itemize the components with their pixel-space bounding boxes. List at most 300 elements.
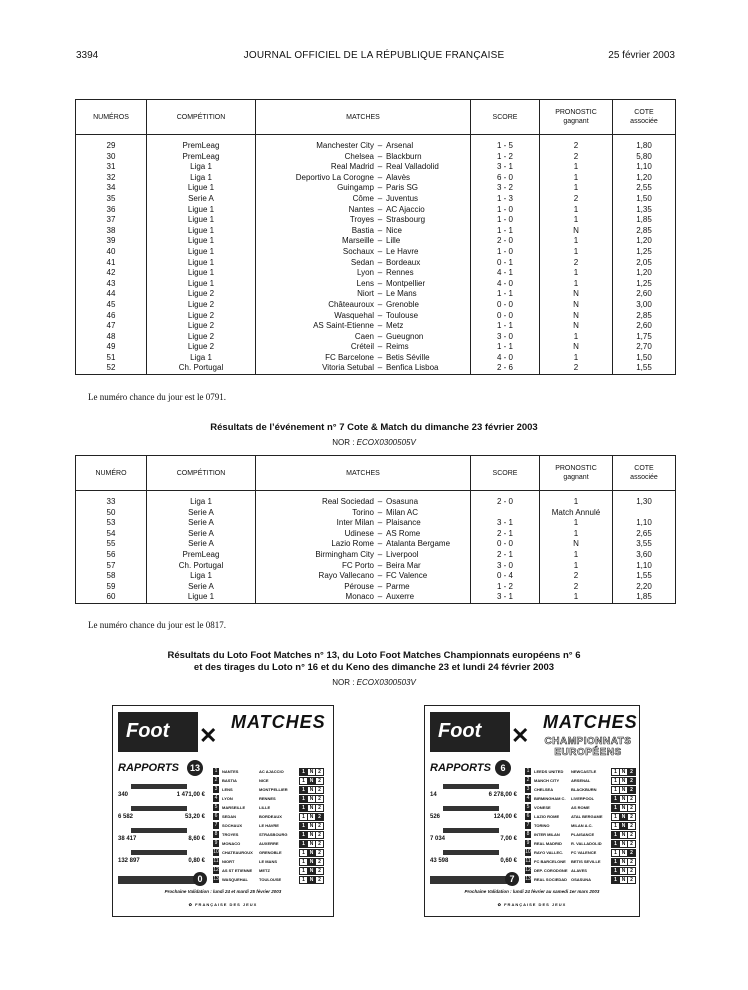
cell-number: 54 — [76, 529, 147, 540]
pick-box — [299, 858, 325, 865]
pick-cell-2: 2 — [315, 831, 324, 839]
cell-competition: Liga 1 — [147, 162, 256, 173]
rapports-label: RAPPORTS — [430, 762, 491, 774]
x-mark-icon: ✕ — [199, 723, 218, 748]
payout-bar — [131, 850, 187, 855]
cell-home-team: FC Porto — [256, 561, 375, 572]
payout-amount: 1 471,00 € — [176, 792, 205, 798]
cell-cote — [613, 508, 676, 519]
payout-amount: 0,80 € — [188, 858, 205, 864]
draw-pill — [118, 876, 196, 884]
cell-separator: – — [377, 352, 383, 362]
payout-count: 7 034 — [430, 836, 446, 842]
cell-home-team: Caen — [256, 332, 375, 343]
cell-separator: – — [377, 162, 383, 172]
match-home: CHATEAUROUX — [222, 850, 253, 855]
cell-separator: – — [377, 246, 383, 256]
col-header-pronostic: PRONOSTIC gagnant — [540, 100, 613, 135]
cell-competition: Serie A — [147, 529, 256, 540]
cell-away-team: Gueugnon — [386, 332, 471, 343]
match-home: REAL MADRID — [534, 841, 562, 846]
cell-home-team: Real Madrid — [256, 162, 375, 173]
match-number: 7 — [214, 822, 218, 828]
results-table-cote-match — [75, 99, 676, 375]
match-away: R. VALLADOLID — [571, 841, 602, 846]
pick-cell-n: N — [619, 804, 628, 812]
nor-reference: NOR : ECOX0300505V — [332, 438, 416, 447]
cell-score: 4 - 1 — [471, 268, 540, 279]
match-away: NICE — [259, 778, 269, 783]
match-home: TROYES — [222, 832, 239, 837]
match-number: 6 — [214, 813, 218, 819]
cell-separator: – — [377, 581, 383, 591]
cell-cote: 3,00 — [613, 300, 676, 311]
cell-pronostic: 2 — [540, 571, 613, 582]
col-header-cote: COTE associée — [613, 100, 676, 135]
match-away: ATAL BERGAME — [571, 814, 603, 819]
cell-pronostic: 2 — [540, 141, 613, 152]
cell-score: 0 - 0 — [471, 300, 540, 311]
cell-away-team: Grenoble — [386, 300, 471, 311]
cell-home-team: Wasquehal — [256, 311, 375, 322]
cell-away-team: Montpellier — [386, 279, 471, 290]
pick-cell-2: 2 — [627, 867, 636, 875]
cell-separator: – — [377, 204, 383, 214]
cell-cote: 2,85 — [613, 226, 676, 237]
cell-competition: Ligue 2 — [147, 321, 256, 332]
cell-number: 48 — [76, 332, 147, 343]
match-away: MILAN A.C. — [571, 823, 593, 828]
pick-box — [299, 876, 325, 883]
match-number: 5 — [526, 804, 530, 810]
match-home: LAZIO ROME — [534, 814, 560, 819]
cell-competition: Ligue 2 — [147, 300, 256, 311]
cell-competition: Liga 1 — [147, 497, 256, 508]
cell-number: 46 — [76, 311, 147, 322]
cell-number: 34 — [76, 183, 147, 194]
match-number: 8 — [526, 831, 530, 837]
pick-cell-1: 1 — [611, 768, 620, 776]
rapports-label: RAPPORTS — [118, 762, 179, 774]
table-row — [76, 529, 676, 540]
match-away: AS ROME — [571, 805, 590, 810]
match-away: AUXERRE — [259, 841, 279, 846]
payout-bar — [131, 784, 187, 789]
cell-away-team: Reims — [386, 342, 471, 353]
cell-pronostic: 1 — [540, 561, 613, 572]
cell-separator: – — [377, 518, 383, 528]
cell-number: 38 — [76, 226, 147, 237]
match-number: 12 — [213, 867, 219, 873]
cell-competition: Ligue 2 — [147, 311, 256, 322]
payout-count: 6 582 — [118, 814, 134, 820]
table-row — [76, 321, 676, 332]
cell-number: 37 — [76, 215, 147, 226]
cell-cote: 1,10 — [613, 518, 676, 529]
match-home: CHELSEA — [534, 787, 554, 792]
cell-cote: 1,10 — [613, 162, 676, 173]
cell-away-team: Alavès — [386, 173, 471, 184]
table-row — [76, 300, 676, 311]
pick-cell-1: 1 — [611, 786, 620, 794]
cell-score: 3 - 1 — [471, 162, 540, 173]
match-away: ALAVES — [571, 868, 587, 873]
cell-away-team: Le Havre — [386, 247, 471, 258]
table-row — [76, 152, 676, 163]
cell-cote: 1,10 — [613, 561, 676, 572]
cell-separator: – — [377, 289, 383, 299]
pick-box — [611, 858, 637, 865]
draw-pill — [430, 876, 508, 884]
cell-number: 41 — [76, 258, 147, 269]
cell-pronostic: 1 — [540, 162, 613, 173]
cell-score: 1 - 1 — [471, 321, 540, 332]
cell-competition: Ligue 1 — [147, 247, 256, 258]
table-row — [76, 173, 676, 184]
draw-number-badge: 13 — [187, 760, 203, 776]
col-header-score: SCORE — [471, 100, 540, 135]
table-body — [76, 135, 676, 375]
cell-cote: 2,55 — [613, 183, 676, 194]
cell-home-team: Guingamp — [256, 183, 375, 194]
pick-cell-n: N — [307, 867, 316, 875]
cell-away-team: Strasbourg — [386, 215, 471, 226]
cell-home-team: Lyon — [256, 268, 375, 279]
pick-cell-1: 1 — [611, 813, 620, 821]
table-row — [76, 592, 676, 603]
pick-cell-n: N — [307, 795, 316, 803]
cell-pronostic: 1 — [540, 592, 613, 603]
pick-box — [611, 876, 637, 883]
pick-cell-1: 1 — [299, 768, 308, 776]
match-home: SEDAN — [222, 814, 237, 819]
match-away: LIVERPOOL — [571, 796, 595, 801]
pick-cell-1: 1 — [299, 795, 308, 803]
match-number: 11 — [213, 858, 219, 864]
pick-cell-n: N — [619, 849, 628, 857]
cell-separator: – — [377, 571, 383, 581]
match-number: 10 — [213, 849, 219, 855]
cell-pronostic: 2 — [540, 582, 613, 593]
cell-score: 1 - 1 — [471, 342, 540, 353]
match-number: 12 — [525, 867, 531, 873]
cell-separator: – — [377, 342, 383, 352]
cell-away-team: Betis Séville — [386, 353, 471, 364]
cell-cote: 2,60 — [613, 321, 676, 332]
table-row — [76, 183, 676, 194]
cell-pronostic: 1 — [540, 268, 613, 279]
cell-separator: – — [377, 278, 383, 288]
cell-number: 29 — [76, 141, 147, 152]
page-number: 3394 — [76, 50, 99, 61]
match-home: REAL SOCIEDAD — [534, 877, 568, 882]
match-away: TOULOUSE — [259, 877, 282, 882]
payout-bar — [443, 828, 499, 833]
col-header-cote: COTE associée — [613, 456, 676, 491]
cell-home-team: Créteil — [256, 342, 375, 353]
cell-separator: – — [377, 268, 383, 278]
cell-away-team: Blackburn — [386, 152, 471, 163]
cell-number: 55 — [76, 539, 147, 550]
match-number: 2 — [214, 777, 218, 783]
pick-cell-1: 1 — [299, 849, 308, 857]
cell-home-team: Birmingham City — [256, 550, 375, 561]
cell-competition: Serie A — [147, 518, 256, 529]
match-away: MONTPELLIER — [259, 787, 288, 792]
pick-cell-1: 1 — [299, 840, 308, 848]
cell-cote: 3,55 — [613, 539, 676, 550]
cell-home-team: Vitoria Setubal — [256, 363, 375, 374]
pick-cell-2: 2 — [627, 858, 636, 866]
pick-cell-2: 2 — [315, 876, 324, 884]
cell-separator: – — [377, 497, 383, 506]
pick-box — [299, 795, 325, 802]
cell-number: 40 — [76, 247, 147, 258]
fdj-label: ✿ FRANÇAISE DES JEUX — [497, 902, 567, 907]
cell-score: 4 - 0 — [471, 279, 540, 290]
match-home: DEP. CORODGNE — [534, 868, 568, 873]
match-home: BIRMINGHAM C. — [534, 796, 566, 801]
match-home: WASQUEHAL — [222, 877, 248, 882]
cell-cote: 1,25 — [613, 247, 676, 258]
cell-cote: 1,30 — [613, 497, 676, 508]
match-away: NEWCASTLE — [571, 769, 597, 774]
cell-home-team: Chelsea — [256, 152, 375, 163]
cell-competition: Ligue 1 — [147, 183, 256, 194]
cell-cote: 1,50 — [613, 353, 676, 364]
cell-pronostic: 1 — [540, 279, 613, 290]
cell-number: 35 — [76, 194, 147, 205]
section-title-loto-foot-line1: Résultats du Loto Foot Matches n° 13, du Loto Foot Matches Championnats européens n° 6 — [167, 650, 581, 661]
cell-score — [471, 508, 540, 519]
pick-box — [611, 831, 637, 838]
match-number: 9 — [526, 840, 530, 846]
pick-box — [611, 822, 637, 829]
table-row — [76, 497, 676, 508]
cell-separator: – — [377, 321, 383, 331]
cell-home-team: Niort — [256, 289, 375, 300]
cell-score: 1 - 1 — [471, 226, 540, 237]
cell-score: 0 - 1 — [471, 258, 540, 269]
payout-amount: 6 278,00 € — [488, 792, 517, 798]
table-row — [76, 561, 676, 572]
pick-cell-1: 1 — [299, 876, 308, 884]
cell-score: 3 - 0 — [471, 332, 540, 343]
match-home: SOCHAUX — [222, 823, 243, 828]
pick-cell-2: 2 — [627, 804, 636, 812]
cell-cote: 2,20 — [613, 582, 676, 593]
cell-number: 52 — [76, 363, 147, 374]
pick-cell-2: 2 — [627, 831, 636, 839]
section-title-loto-foot-line2: et des tirages du Loto n° 16 et du Keno des dimanche 23 et lundi 24 février 2003 — [193, 662, 555, 673]
pick-cell-2: 2 — [627, 768, 636, 776]
cell-number: 39 — [76, 236, 147, 247]
x-mark-icon: ✕ — [511, 723, 530, 748]
payout-bar — [131, 828, 187, 833]
championnats-europeens-label: CHAMPIONNATS EUROPÉENS — [544, 736, 632, 758]
table-row — [76, 162, 676, 173]
table-row — [76, 258, 676, 269]
table-row — [76, 332, 676, 343]
pick-box — [611, 777, 637, 784]
brand-matches: MATCHES — [231, 712, 326, 732]
pick-box — [299, 849, 325, 856]
cell-cote: 2,65 — [613, 529, 676, 540]
match-away: METZ — [259, 868, 270, 873]
pick-cell-n: N — [619, 831, 628, 839]
match-home: LYON — [222, 796, 233, 801]
cell-score: 2 - 6 — [471, 363, 540, 374]
cell-pronostic: 1 — [540, 205, 613, 216]
cell-separator: – — [377, 141, 383, 150]
cell-pronostic: 1 — [540, 236, 613, 247]
pick-box — [299, 768, 325, 775]
cell-cote: 2,05 — [613, 258, 676, 269]
pick-box — [299, 831, 325, 838]
table-row — [76, 141, 676, 152]
cell-pronostic: N — [540, 300, 613, 311]
pick-cell-n: N — [307, 831, 316, 839]
table-row — [76, 550, 676, 561]
match-home: INTER MILAN — [534, 832, 560, 837]
cell-away-team: Juventus — [386, 194, 471, 205]
payout-bar — [443, 784, 499, 789]
table-row — [76, 205, 676, 216]
pick-cell-n: N — [619, 795, 628, 803]
match-home: AS ST ETIENNE — [222, 868, 253, 873]
table-row — [76, 582, 676, 593]
cell-score: 0 - 0 — [471, 311, 540, 322]
cell-separator: – — [377, 549, 383, 559]
cell-number: 45 — [76, 300, 147, 311]
match-home: RAYO VALLEC. — [534, 850, 564, 855]
cell-number: 51 — [76, 353, 147, 364]
cell-competition: Liga 1 — [147, 353, 256, 364]
cell-number: 33 — [76, 497, 147, 508]
fdj-label: ✿ FRANÇAISE DES JEUX — [188, 902, 258, 907]
match-number: 4 — [214, 795, 218, 801]
pick-cell-2: 2 — [627, 876, 636, 884]
col-header-competition: COMPÉTITION — [147, 456, 256, 491]
cell-away-team: Parme — [386, 582, 471, 593]
pick-box — [299, 777, 325, 784]
pick-cell-1: 1 — [299, 822, 308, 830]
cell-away-team: Real Valladolid — [386, 162, 471, 173]
pick-cell-n: N — [307, 786, 316, 794]
table-row — [76, 571, 676, 582]
pick-box — [611, 840, 637, 847]
next-validation: Prochaine Validation : lundi 24 février au samedi 1er mars 2003 — [464, 889, 600, 894]
match-home: NANTES — [222, 769, 239, 774]
table-row — [76, 508, 676, 519]
cell-home-team: Bastia — [256, 226, 375, 237]
pick-cell-n: N — [619, 876, 628, 884]
pick-cell-2: 2 — [315, 867, 324, 875]
match-away: RENNES — [259, 796, 276, 801]
cell-home-team: Inter Milan — [256, 518, 375, 529]
cell-home-team: Nantes — [256, 205, 375, 216]
pick-cell-2: 2 — [627, 786, 636, 794]
cell-cote: 5,80 — [613, 152, 676, 163]
pick-box — [611, 786, 637, 793]
pick-cell-1: 1 — [611, 867, 620, 875]
cell-away-team: Bordeaux — [386, 258, 471, 269]
cell-away-team: Metz — [386, 321, 471, 332]
pick-cell-1: 1 — [299, 777, 308, 785]
match-away: PLAISANCE — [571, 832, 595, 837]
pick-cell-1: 1 — [611, 876, 620, 884]
table-row — [76, 342, 676, 353]
match-number: 4 — [526, 795, 530, 801]
cell-home-team: Rayo Vallecano — [256, 571, 375, 582]
match-away: BLACKBURN — [571, 787, 597, 792]
cell-pronostic: N — [540, 289, 613, 300]
pick-box — [611, 804, 637, 811]
pick-cell-n: N — [619, 786, 628, 794]
match-number: 10 — [525, 849, 531, 855]
cell-pronostic: 1 — [540, 529, 613, 540]
cell-cote: 1,85 — [613, 215, 676, 226]
match-home: BASTIA — [222, 778, 237, 783]
match-home: LEEDS UNITED — [534, 769, 564, 774]
cell-home-team: Sedan — [256, 258, 375, 269]
match-away: STRASBOURG — [259, 832, 288, 837]
pick-cell-2: 2 — [315, 849, 324, 857]
cell-score: 2 - 1 — [471, 550, 540, 561]
cell-score: 0 - 4 — [471, 571, 540, 582]
cell-competition: Serie A — [147, 539, 256, 550]
pick-cell-1: 1 — [299, 831, 308, 839]
cell-number: 47 — [76, 321, 147, 332]
pick-box — [611, 795, 637, 802]
match-number: 5 — [214, 804, 218, 810]
cell-pronostic: 2 — [540, 152, 613, 163]
table-row — [76, 226, 676, 237]
cell-number: 43 — [76, 279, 147, 290]
pick-cell-n: N — [307, 822, 316, 830]
cell-score: 4 - 0 — [471, 353, 540, 364]
cell-cote: 1,50 — [613, 194, 676, 205]
table-row — [76, 247, 676, 258]
cell-score: 3 - 0 — [471, 561, 540, 572]
pick-cell-2: 2 — [315, 858, 324, 866]
cell-home-team: FC Barcelone — [256, 353, 375, 364]
chance-number-note: Le numéro chance du jour est le 0791. — [88, 392, 226, 402]
table-row — [76, 279, 676, 290]
pick-cell-2: 2 — [627, 849, 636, 857]
cell-home-team: Torino — [256, 508, 375, 519]
cell-home-team: Pérouse — [256, 582, 375, 593]
section-title-event7: Résultats de l’événement n° 7 Cote & Match du dimanche 23 février 2003 — [210, 422, 538, 433]
cell-pronostic: 2 — [540, 363, 613, 374]
cell-pronostic: 1 — [540, 332, 613, 343]
col-header-score: SCORE — [471, 456, 540, 491]
pick-cell-n: N — [307, 876, 316, 884]
cell-separator: – — [377, 225, 383, 235]
pick-cell-2: 2 — [627, 795, 636, 803]
cell-number: 59 — [76, 582, 147, 593]
pick-cell-n: N — [619, 768, 628, 776]
cell-number: 56 — [76, 550, 147, 561]
pick-cell-1: 1 — [299, 786, 308, 794]
pick-box — [299, 813, 325, 820]
cell-away-team: AS Rome — [386, 529, 471, 540]
cell-home-team: Lens — [256, 279, 375, 290]
cell-cote: 1,85 — [613, 592, 676, 603]
cell-score: 3 - 2 — [471, 183, 540, 194]
cell-pronostic: N — [540, 539, 613, 550]
table-row — [76, 311, 676, 322]
